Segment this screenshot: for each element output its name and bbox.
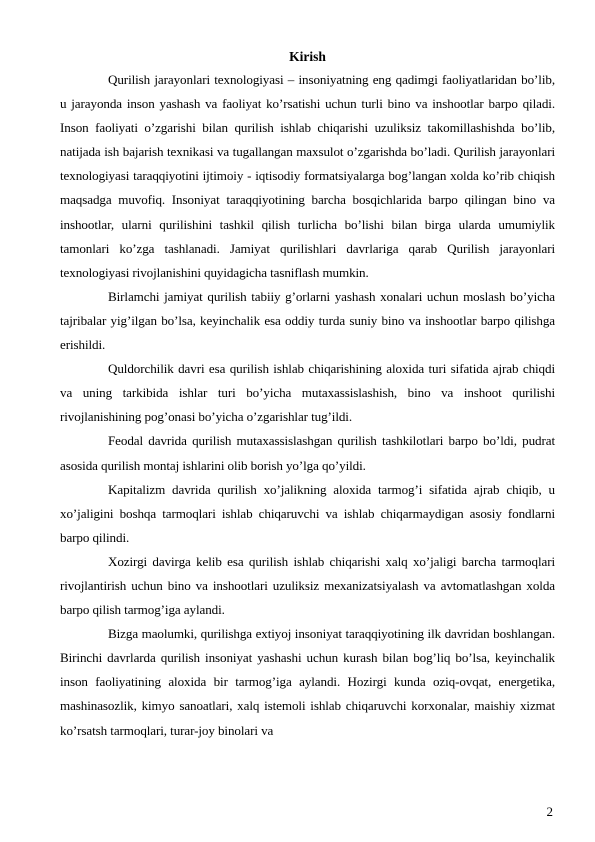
- paragraph-feudal-era: Feodal davrida qurilish mutaxassislashgan qurilish tashkilotlari barpo bo’ldi, pudrat asosida qurilish montaj ishlarini olib borish yo’lga qo’yildi.: [60, 433, 555, 473]
- paragraph-intro: Qurilish jarayonlari texnologiyasi – insoniyatning eng qadimgi faoliyatlaridan bo’lib, u jarayonda inson yashash va faoliyat ko’rsatishi uchun turli bino va inshootlar barpo qiladi. Inson faoliyati o’zgarishi bilan qurilish ishlab chiqarishi uzuliksiz takomillashishda bo’lib, natijada ish bajarish texnikasi va tugallangan maxsulot o’zgarishda bo’ladi. Qurilish jarayonlari texnologiyasi taraqqiyotini ijtimoiy - iqtisodiy formatsiyalarga bog’langan xolda ko’rib chiqish maqsadga muvofiq. Insoniyat taraqqiyotining barcha bosqichlarida barpo qilingan bino va inshootlar, ularni qurilishini tashkil qilish turlicha bo’lishi bilan birga ularda umumiylik tamonlari ko’zga tashlanadi. Jamiyat qurilishlari davrlariga qarab Qurilish jarayonlari texnologiyasi rivojlanishini quyidagicha tasniflash mumkin.: [60, 72, 555, 280]
- paragraph-capitalism-era: Kapitalizm davrida qurilish xo’jalikning aloxida tarmog’i sifatida ajrab chiqib, u xo’jaligini boshqa tarmoqlari ishlab chiqaruvchi va ishlab chiqarmaydigan asosiy fondlarni barpo qilindi.: [60, 481, 555, 545]
- document-body: [60, 68, 555, 743]
- paragraph-primitive-society: Birlamchi jamiyat qurilish tabiiy g’orlarni yashash xonalari uchun moslash bo’yicha tajribalar yig’ilgan bo’lsa, keyinchalik esa oddiy turda suniy bino va inshootlar barpo qilishga erishildi.: [60, 288, 555, 353]
- paragraph-slavery-era: Quldorchilik davri esa qurilish ishlab chiqarishining aloxida turi sifatida ajrab chiqdi va uning tarkibida ishlar turi bo’yicha mutaxassislashish, bino va inshoot qurilishi rivojlanishining pog’onasi bo’yicha o’zgarishlar tug’ildi.: [60, 361, 555, 425]
- paragraph-construction-need: Bizga maolumki, qurilishga extiyoj insoniyat taraqqiyotining ilk davridan boshlangan. Birinchi davrlarda qurilish insoniyat yashashi uchun kurash bilan bog’liq bo’lsa, keyinchalik inson faoliyatining aloxida bir tarmog’iga aylandi. Hozirgi kunda oziq-ovqat, energetika, mashinasozlik, kimyo sanoatlari, xalq istemoli ishlab chiqaruvchi korxonalar, maishiy xizmat ko’rsatsh tarmoqlari, turar-joy binolari va: [60, 626, 555, 738]
- page-title: Kirish: [289, 49, 326, 64]
- page-number: 2: [546, 804, 553, 819]
- paragraph-modern-era: Xozirgi davirga kelib esa qurilish ishlab chiqarishi xalq xo’jaligi barcha tarmoqlari rivojlantirish uchun bino va inshootlari uzuliksiz mexanizatsiyalash va avtomatlashgan xolda barpo qilish tarmog’iga aylandi.: [60, 553, 555, 618]
